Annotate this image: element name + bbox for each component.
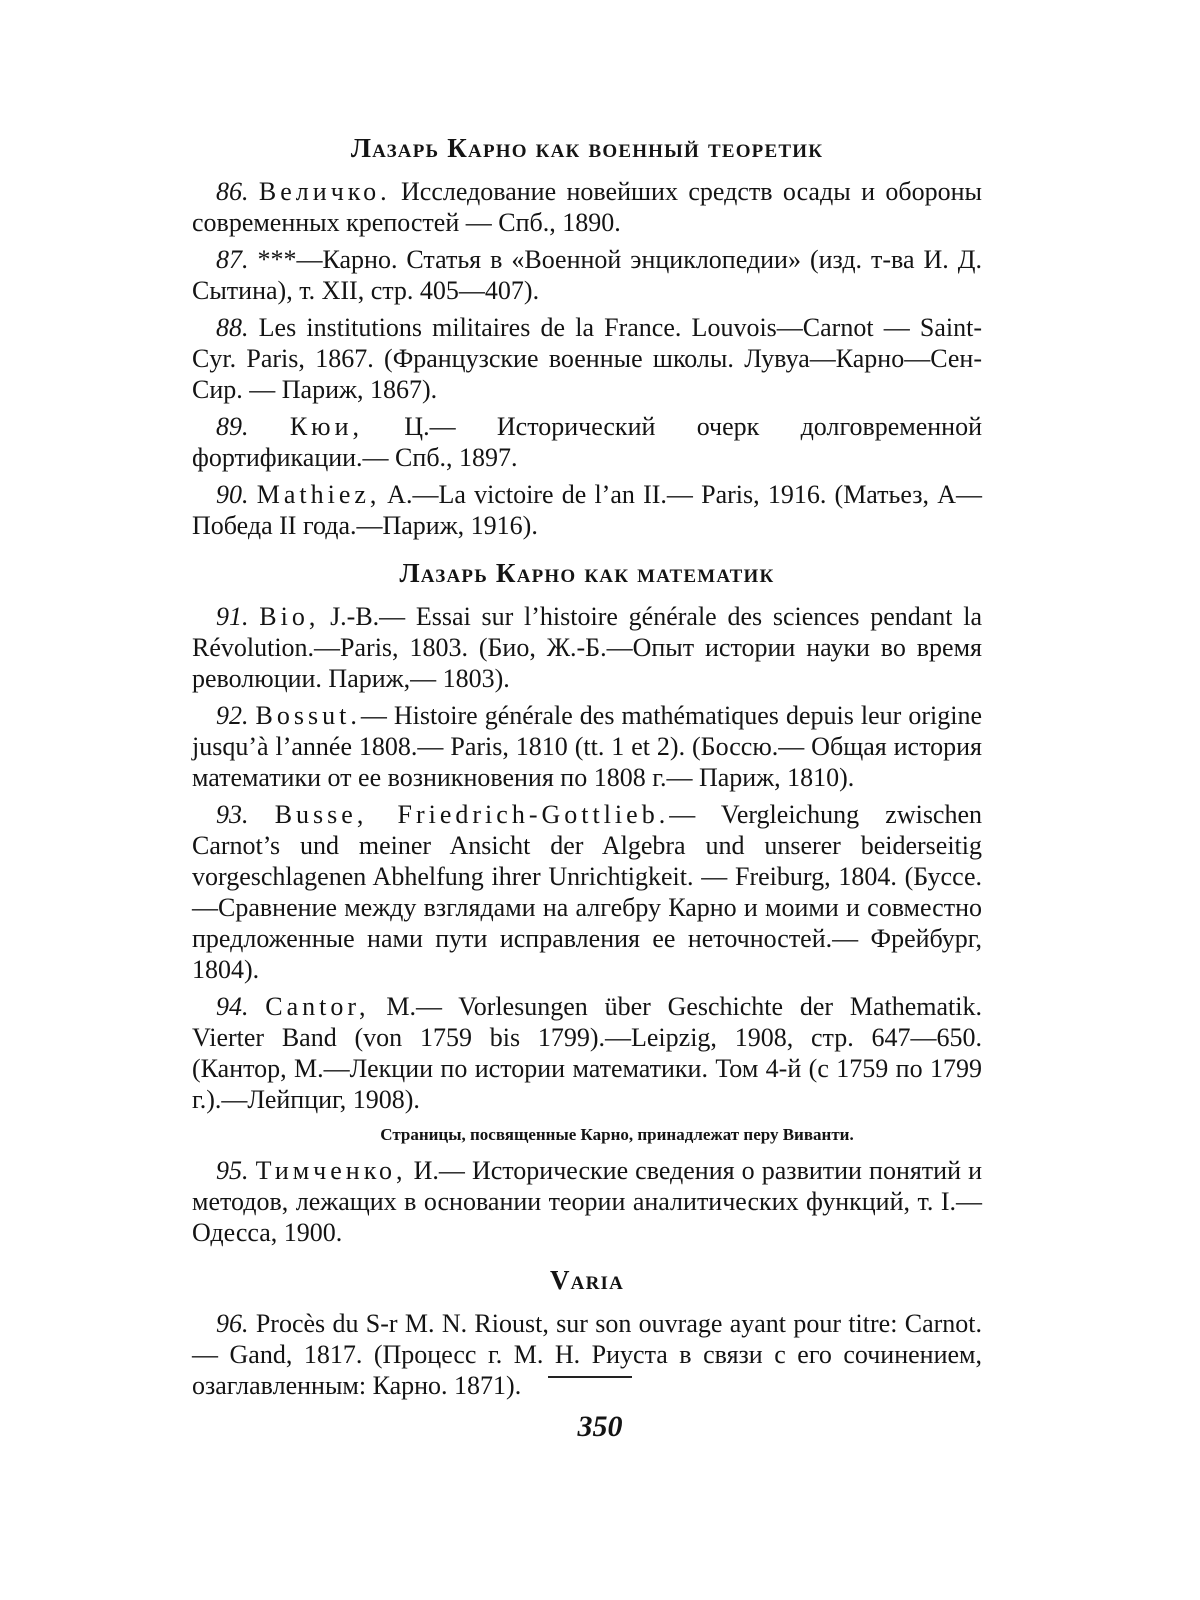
entry-author: Величко. bbox=[258, 177, 391, 206]
bibliography-entry-92 bbox=[192, 700, 982, 793]
entry-author: Busse, Friedrich-Gottlieb. bbox=[274, 800, 670, 829]
entry-text: M.— Vorlesungen über Geschichte der Mathematik. Vierter Band (von 1759 bis 1799).—Leipzig, 1908, стр. 647—650. (Кантор, М.—Лекции по истории математики. Том 4-й (с 1759 по 1799 г.).—Лейпциг, 1908). bbox=[192, 992, 982, 1114]
bibliography-entry-87 bbox=[192, 244, 982, 306]
entry-number: 86. bbox=[216, 177, 249, 206]
bibliography-entry-91 bbox=[192, 601, 982, 694]
entry-author: Кюи, bbox=[289, 412, 363, 441]
entry-number: 90. bbox=[216, 480, 249, 509]
entry-text: И.— Исторические сведения о развитии понятий и методов, лежащих в основании теории аналитических функций, т. I.— Одесса, 1900. bbox=[192, 1156, 982, 1247]
page-number: 350 bbox=[577, 1410, 623, 1443]
entry-text: A.—La victoire de l’an II.— Paris, 1916. (Матьез, A—Победа II года.—Париж, 1916). bbox=[192, 480, 983, 540]
entry-number: 94. bbox=[216, 992, 249, 1021]
entry-text: Procès du S-r M. N. Rioust, sur son ouvrage ayant pour titre: Carnot.— Gand, 1817. (Процесс г. М. Н. Риуста в связи с его сочинением, озаглавленным: Карно. 1871). bbox=[192, 1309, 982, 1400]
entry-number: 93. bbox=[216, 800, 249, 829]
entry-text: Исследование новейших средств осады и обороны современных крепостей — Спб., 1890. bbox=[192, 177, 983, 237]
page-text bbox=[192, 130, 982, 1407]
entry-author: Cantor, bbox=[265, 992, 370, 1021]
bibliography-entry-94 bbox=[192, 991, 982, 1115]
divider-rule bbox=[548, 1376, 632, 1378]
entry-author: Тимченко, bbox=[255, 1156, 407, 1185]
bibliography-entry-88 bbox=[192, 312, 982, 405]
bibliography-entry-89 bbox=[192, 411, 982, 473]
bibliography-entry-96 bbox=[192, 1308, 982, 1401]
bibliography-entry-90 bbox=[192, 479, 982, 541]
section-heading-mathematics: Лазарь Карно как математик bbox=[399, 558, 775, 588]
entry-number: 89. bbox=[216, 412, 249, 441]
entry-author: Mathiez, bbox=[256, 480, 381, 509]
footnote-note: Страницы, посвященные Карно, принадлежат перу Виванти. bbox=[380, 1125, 854, 1144]
entry-number: 96. bbox=[216, 1309, 249, 1338]
entry-text: — Vergleichung zwischen Carnot’s und meiner Ansicht der Algebra und unserer beiderseitig vorgeschlagenen Abhelfung ihrer Unrichtigkeit. — Freiburg, 1804. (Буссе.—Сравнение между взглядами на алгебру Карно и моими и совместно предложенные нами пути исправления ее неточностей.— Фрейбург, 1804). bbox=[192, 800, 983, 984]
entry-text: —Карно. Статья в «Военной энциклопедии» (изд. т-ва И. Д. Сытина), т. XII, стр. 405—407). bbox=[192, 245, 982, 305]
bibliography-entry-93 bbox=[192, 799, 982, 985]
entry-number: 88. bbox=[216, 313, 249, 342]
entry-number: 91. bbox=[216, 602, 249, 631]
section-heading-military: Лазарь Карно как военный теоретик bbox=[350, 133, 824, 163]
section-heading-varia: Varia bbox=[549, 1265, 625, 1295]
bibliography-entry-86 bbox=[192, 176, 982, 238]
entry-number: 92. bbox=[216, 701, 249, 730]
entry-number: 87. bbox=[216, 245, 249, 274]
entry-author: Bossut. bbox=[255, 701, 361, 730]
entry-author: *** bbox=[257, 245, 297, 274]
entry-author: Bio, bbox=[259, 602, 320, 631]
entry-text: Les institutions militaires de la France. Louvois—Carnot — Saint-Cyr. Paris, 1867. (Французские военные школы. Лувуа—Карно—Сен-Сир. — Париж, 1867). bbox=[192, 313, 982, 404]
entry-text: Ц.— Исторический очерк долговременной фортификации.— Спб., 1897. bbox=[192, 412, 983, 472]
bibliography-entry-95 bbox=[192, 1155, 982, 1248]
entry-text: J.-B.— Essai sur l’histoire générale des sciences pendant la Révolution.—Paris, 1803. (Био, Ж.-Б.—Опыт истории науки во время революции. Париж,— 1803). bbox=[192, 602, 982, 693]
entry-text: — Histoire générale des mathématiques depuis leur origine jusqu’à l’année 1808.— Paris, 1810 (tt. 1 et 2). (Боссю.— Общая история математики от ее возникновения по 1808 г.— Париж, 1810). bbox=[192, 701, 982, 792]
entry-number: 95. bbox=[216, 1156, 249, 1185]
